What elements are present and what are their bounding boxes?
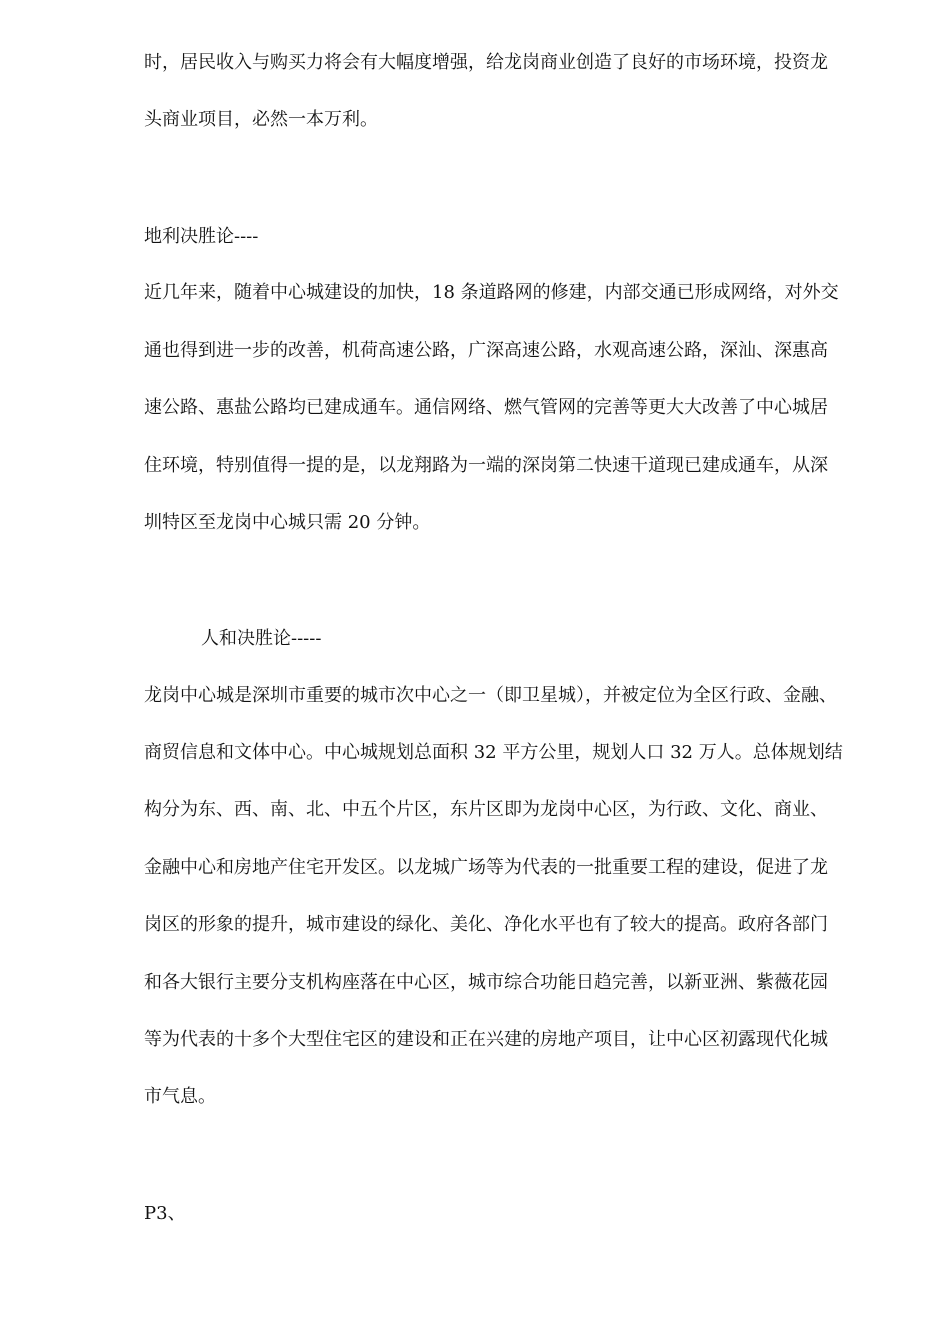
location-line-2: 通也得到进一步的改善，机荷高速公路，广深高速公路，水观高速公路，深汕、深惠高 (144, 340, 828, 361)
people-line-4: 金融中心和房地产住宅开发区。以龙城广场等为代表的一批重要工程的建设，促进了龙 (144, 857, 828, 878)
people-heading: 人和决胜论----- (201, 628, 322, 649)
people-line-1: 龙岗中心城是深圳市重要的城市次中心之一（即卫星城），并被定位为全区行政、金融、 (144, 685, 837, 706)
location-line-3: 速公路、惠盐公路均已建成通车。通信网络、燃气管网的完善等更大大改善了中心城居 (144, 397, 828, 418)
intro-line-2: 头商业项目，必然一本万利。 (144, 109, 378, 130)
location-line-4: 住环境，特别值得一提的是，以龙翔路为一端的深岗第二快速干道现已建成通车，从深 (144, 455, 828, 476)
people-line-3: 构分为东、西、南、北、中五个片区，东片区即为龙岗中心区，为行政、文化、商业、 (144, 799, 828, 820)
people-line-6: 和各大银行主要分支机构座落在中心区，城市综合功能日趋完善，以新亚洲、紫薇花园 (144, 972, 828, 993)
people-line-5: 岗区的形象的提升，城市建设的绿化、美化、净化水平也有了较大的提高。政府各部门 (144, 914, 828, 935)
people-line-7: 等为代表的十多个大型住宅区的建设和正在兴建的房地产项目，让中心区初露现代化城 (144, 1029, 828, 1050)
people-line-2: 商贸信息和文体中心。中心城规划总面积 32 平方公里，规划人口 32 万人。总体规划结 (144, 742, 843, 763)
people-line-8: 市气息。 (144, 1086, 216, 1107)
location-line-5: 圳特区至龙岗中心城只需 20 分钟。 (144, 512, 431, 533)
location-heading: 地利决胜论---- (144, 226, 259, 247)
footer-label: P3、 (144, 1203, 186, 1224)
location-line-1: 近几年来，随着中心城建设的加快，18 条道路网的修建，内部交通已形成网络，对外交 (144, 282, 839, 303)
intro-line-1: 时，居民收入与购买力将会有大幅度增强，给龙岗商业创造了良好的市场环境，投资龙 (144, 52, 828, 73)
